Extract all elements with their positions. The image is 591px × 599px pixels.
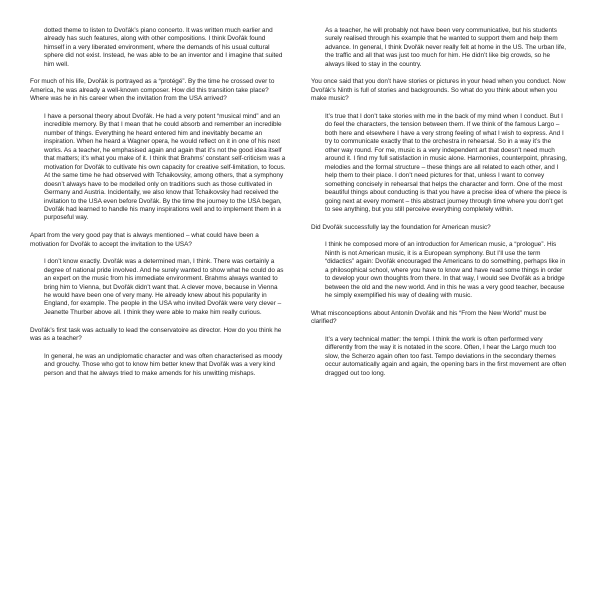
question-paragraph: You once said that you don’t have stories or pictures in your head when you conduct. Now Dvořák’s Ninth is full of stories and backgrounds. So what do you think about when you make music? xyxy=(311,78,566,103)
answer-paragraph: It’s a very technical matter: the tempi. I think the work is often performed very differently from the way it is notated in the score. Often, I hear the Largo much too slow, the Scherzo again often too fast. Tempo deviations in the secondary themes occur automatically again and again, the opening bars in the first movement are often dragged out too long. xyxy=(325,335,567,377)
question-paragraph: For much of his life, Dvořák is portrayed as a “protégé”. By the time he crossed over to America, he was already a well-known composer. How did this transition take place? Where was he in his career when the invitation from the USA arrived? xyxy=(30,78,275,103)
question-paragraph: Apart from the very good pay that is always mentioned – what could have been a motivation for Dvořák to accept the invitation to the USA? xyxy=(30,232,259,248)
answer-paragraph: I have a personal theory about Dvořák. He had a very potent “musical mind” and an incredible memory. By that I mean that he could absorb and remember an incredible number of things. Everything he heard entered him and inevitably became an inspiration. When he heard a Wagner opera, he would reflect on it in one of his next works. As a teacher, he emphasised again and again that it’s not the good idea itself that matters; it’s what you make of it. I think that Brahms’ constant self-criticism was a motivation for Dvořák to cultivate his own capacity for creative self-limitation, to focus. At the same time he had observed with Tchaikovsky, among others, that a symphony doesn’t always have to be modelled only on traditions such as those cultivated in Germany and Austria. Incidentally, we also know that Tchaikovsky had received the invitation to the USA even before Dvořák. By the time the journey to the USA began, Dvořák had learned to handle his many inspirations well and to implement them in a purposeful way. xyxy=(44,113,286,222)
question-paragraph: What misconceptions about Antonín Dvořák and his “From the New World” must be clarified? xyxy=(311,309,547,326)
answer-paragraph: As a teacher, he will probably not have been very communicative, but his students surely realised through his example that he wanted to support them and help them advance. In general, I think Dvořák never really felt at home in the US. The urban life, the traffic and all that was just too much for him. He didn’t like big crowds, so he always liked to stay in the country. xyxy=(325,27,567,68)
right-column xyxy=(311,27,567,387)
left-column xyxy=(30,27,286,387)
question-paragraph: Did Dvořák successfully lay the foundation for American music? xyxy=(311,223,491,231)
answer-paragraph: I don’t know exactly. Dvořák was a determined man, I think. There was certainly a degree of national pride involved. And he surely wanted to show what he could do as an expert on the music from his immediate environment. Brahms always wanted to bring him to Vienna, but Dvořák didn’t want that. A clever move, because in Vienna he would have been one of very many. He already knew about his popularity in England, for example. The people in the USA who invited Dvořák were very clever – Jeanette Thurber above all. I think they were able to make him really curious. xyxy=(44,258,284,316)
answer-paragraph: In general, he was an undiplomatic character and was often characterised as moody and grouchy. Those who got to know him better knew that Dvořák was a very kind person and that he always tried to make amends for his unwitting mishaps. xyxy=(44,352,283,377)
answer-paragraph: It’s true that I don’t take stories with me in the back of my mind when I conduct. But I do feel the characters, the tension between them. If we think of the famous Largo – both here and elsewhere I have a very strong feeling of what I wish to express. And I try to communicate exactly that to the orchestra in rehearsal. So in a way it’s the other way round. For me, music is a very independent art that doesn’t need much around it. I find my full satisfaction in music alone. Harmonies, counterpoint, phrasing, melodies and the formal structure – these things are all related to each other, and I help them to their place. I don’t need pictures for that, unless I want to convey something concisely in rehearsal that helps the character and form. One of the most beautiful things about conducting is that you have a precise idea of where the piece is going next at every moment – this abstract journey through time where you don’t get to see anything, but you still perceive everything completely within. xyxy=(325,113,567,213)
answer-paragraph: dotted theme to listen to Dvořák’s piano concerto. It was written much earlier and already has such features, along with other compositions. I think Dvořák found himself in a very liberated environment, where the demands of his usual cultural sphere did not exist. Instead, he was able to be an inventor and I imagine that suited him well. xyxy=(44,27,283,68)
question-paragraph: Dvořák’s first task was actually to lead the conservatoire as director. How do you think he was as a teacher? xyxy=(30,326,282,342)
answer-paragraph: I think he composed more of an introduction for American music, a “prologue”. His Ninth is not American music, it is a European symphony. But I’ll use the term “didactics” again: Dvořák encouraged the Americans to do something, perhaps like in a philosophical school, where you have to know and have read some things in order to develop your own thoughts from there. In that way, I would see Dvořák as a bridge between the old and the new world. And in this he was a very good teacher, because he simply exemplified his way of dealing with music. xyxy=(325,241,566,299)
